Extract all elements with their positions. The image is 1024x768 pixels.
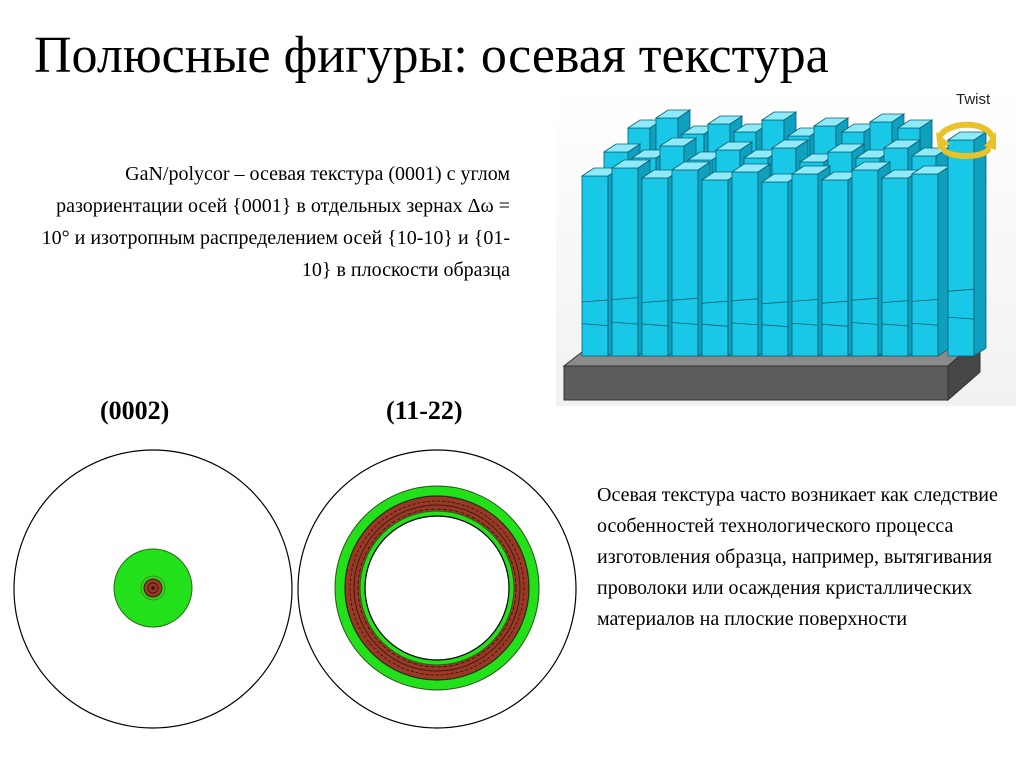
- texture-note: Осевая текстура часто возникает как следствие особенностей технологического процесса изготовления образца, например, вытягивания проволоки или осаждения кристаллических материалов на плоские поверхности: [597, 484, 998, 630]
- pole-figure-1122: [296, 448, 578, 730]
- crystal-column: [912, 166, 950, 356]
- pole-figure-label-0002: (0002): [100, 396, 170, 425]
- textured-columns-illustration: [556, 88, 1016, 406]
- slide-title: Полюсные фигуры: осевая текстура: [34, 27, 829, 84]
- crystal-column: [948, 132, 986, 356]
- crystal-columns: [582, 110, 986, 356]
- pole-figure-0002: [12, 448, 294, 730]
- pole-ring-inner: [365, 516, 509, 660]
- pole-figure-label-1122: (11-22): [386, 396, 463, 425]
- texture-description: GaN/polycor – осевая текстура (0001) с углом разориентации осей {0001} в отдельных зернах Δω = 10° и изотропным распределением осей {10-10} и {01-10} в плоскости образца: [41, 163, 510, 281]
- substrate-front: [564, 366, 948, 400]
- twist-label: Twist: [956, 91, 991, 108]
